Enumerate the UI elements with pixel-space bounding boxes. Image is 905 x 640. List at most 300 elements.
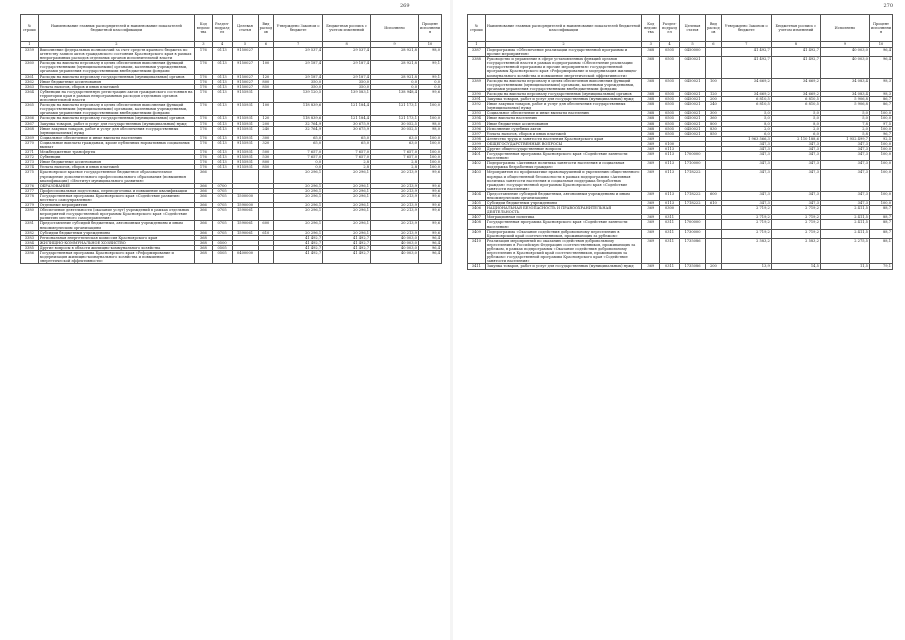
section-code: 0500	[212, 240, 232, 245]
executed-amount: 347,3	[820, 191, 869, 200]
table-row	[468, 220, 893, 229]
section-code: 0113	[212, 48, 232, 61]
row-name: Предоставление субсидий бюджетным, автономным учреждениям и иным некоммерческим организациям	[38, 221, 194, 230]
percent-executed: 99,1	[418, 74, 441, 79]
schedule-amount: 2 719,2	[771, 229, 820, 238]
target-item: 1590000	[232, 203, 258, 208]
section-code: 0705	[212, 203, 232, 208]
percent-executed: 96,4	[869, 48, 892, 57]
row-number: 3366	[21, 116, 39, 121]
percent-executed: 99,1	[418, 61, 441, 74]
executed-amount: 7,8	[820, 121, 869, 126]
table-row	[468, 238, 893, 264]
section-code: 0505	[660, 48, 680, 57]
row-name: Расходы на выплаты персоналу государственных (муниципальных) органов	[38, 116, 194, 121]
schedule-amount: 6,0	[771, 131, 820, 136]
approved-amount: 6,0	[721, 131, 771, 136]
executed-amount: 40 003,0	[371, 251, 419, 264]
expense-type	[706, 238, 722, 264]
schedule-amount: 41 492,7	[771, 57, 820, 78]
executed-amount: 40 003,0	[371, 245, 419, 250]
table-body	[468, 48, 893, 270]
expense-type	[706, 229, 722, 238]
schedule-amount: 347,3	[771, 170, 820, 191]
target-item: 1700000	[679, 220, 705, 229]
row-name: Расходы на выплаты персоналу в целях обеспечения выполнения функций государственными (муниципальными) органами, казенными учреждениями, органами управления государственными внебюджетными фондами	[38, 103, 194, 116]
schedule-amount: 347,3	[771, 152, 820, 161]
percent-executed: 79,1	[869, 264, 892, 269]
expense-type: 830	[706, 126, 722, 131]
budget-table	[20, 14, 442, 264]
row-name: Социальные выплаты гражданам, кроме публичных нормативных социальных выплат	[38, 140, 194, 149]
approved-amount: 32 764,9	[274, 121, 323, 126]
expense-type: 120	[258, 74, 274, 79]
approved-amount: 34 669,2	[721, 78, 771, 91]
dept-code: 369	[642, 215, 660, 220]
section-code: 0300	[660, 206, 680, 215]
column-number: 5	[679, 42, 705, 48]
approved-amount: 20 296,1	[274, 188, 323, 193]
approved-amount: 29 187,4	[274, 61, 323, 74]
dept-code: 366	[195, 230, 213, 235]
schedule-amount: 34 669,2	[771, 91, 820, 96]
percent-executed: 0,0	[418, 79, 441, 84]
percent-executed: 99,6	[418, 208, 441, 221]
percent-executed: 96,4	[418, 235, 441, 240]
header-budget-schedule: Бюджетная роспись с учетом изменений	[323, 15, 371, 42]
dept-code: 368	[195, 235, 213, 240]
section-code: 0113	[212, 150, 232, 155]
section-code: 0113	[660, 201, 680, 206]
section-code: 0113	[212, 89, 232, 102]
percent-executed: 100,0	[418, 103, 441, 116]
approved-amount: 65,0	[274, 140, 323, 149]
expense-type	[258, 170, 274, 183]
row-number: 3411	[468, 264, 486, 269]
header-percent: Процент исполнения	[418, 15, 441, 42]
executed-amount: 347,3	[820, 201, 869, 206]
approved-amount: 20 296,1	[274, 221, 323, 230]
row-number: 3362	[21, 79, 39, 84]
section-code: 0113	[212, 126, 232, 135]
percent-executed: 96,4	[869, 57, 892, 78]
approved-amount: 5,0	[721, 111, 771, 116]
percent-executed: 98,0	[418, 126, 441, 135]
row-number: 3395	[468, 121, 486, 126]
schedule-amount: 6 810,5	[771, 102, 820, 111]
table-row	[468, 102, 893, 111]
expense-type: 300	[258, 135, 274, 140]
section-code: 0705	[212, 230, 232, 235]
schedule-amount: 65,0	[323, 135, 371, 140]
expense-type: 240	[258, 126, 274, 135]
row-number: 3364	[21, 89, 39, 102]
expense-type: 360	[706, 116, 722, 121]
column-number: 4	[660, 42, 680, 48]
column-number: 10	[418, 42, 441, 48]
section-code: 0700	[212, 183, 232, 188]
target-item: 9155931	[232, 103, 258, 116]
target-item: 9150027	[232, 74, 258, 79]
schedule-amount: 20 296,1	[323, 208, 371, 221]
row-name: Субсидии бюджетным учреждениям	[485, 201, 642, 206]
percent-executed: 100,0	[869, 201, 892, 206]
approved-amount: 6 810,5	[721, 97, 771, 102]
percent-executed: 100,0	[418, 116, 441, 121]
executed-amount: 30 052,5	[371, 121, 419, 126]
row-name: Субсидии бюджетным учреждениям	[38, 230, 194, 235]
header-row-number: № строки	[468, 15, 486, 42]
executed-amount: 347,3	[820, 141, 869, 146]
schedule-amount: 30 675,9	[323, 121, 371, 126]
column-number: 8	[323, 42, 371, 48]
percent-executed: 96,4	[418, 245, 441, 250]
target-item: 9150027	[232, 79, 258, 84]
page-number: 270	[883, 3, 893, 9]
row-number: 3407	[468, 215, 486, 220]
approved-amount: 347,3	[721, 152, 771, 161]
schedule-amount: 347,3	[771, 201, 820, 206]
schedule-amount: 65,0	[323, 140, 371, 149]
row-name: Агентство труда и занятости населения Красноярского края	[485, 136, 642, 141]
target-item: 1718222	[679, 191, 705, 200]
row-number: 3392	[468, 102, 486, 111]
header-section: Раздел-подраздел	[660, 15, 680, 42]
schedule-amount: 350,0	[323, 79, 371, 84]
row-number: 3377	[21, 188, 39, 193]
page-right	[453, 0, 905, 640]
executed-amount: 40 003,0	[820, 48, 869, 57]
target-item	[679, 206, 705, 215]
executed-amount: 5 906,8	[820, 102, 869, 111]
section-code: 0505	[660, 131, 680, 136]
target-item: 9150027	[232, 61, 258, 74]
executed-amount: 40 003,0	[371, 240, 419, 245]
percent-executed: 100,0	[869, 146, 892, 151]
percent-executed: 97,5	[869, 121, 892, 126]
dept-code: 176	[195, 61, 213, 74]
schedule-amount: 20 296,1	[323, 170, 371, 183]
schedule-amount: 20 296,1	[323, 183, 371, 188]
dept-code: 176	[195, 135, 213, 140]
table-row	[468, 170, 893, 191]
dept-code: 368	[642, 126, 660, 131]
section-code: 0505	[660, 116, 680, 121]
executed-amount: 20 213,9	[371, 188, 419, 193]
executed-amount: 0,0	[371, 84, 419, 89]
dept-code: 176	[195, 103, 213, 116]
table-row	[468, 152, 893, 161]
expense-type	[258, 251, 274, 264]
approved-amount: 2 719,2	[721, 215, 771, 220]
approved-amount: 2 719,2	[721, 220, 771, 229]
row-name: ОБЩЕГОСУДАРСТВЕННЫЕ ВОПРОСЫ	[485, 141, 642, 146]
executed-amount: 2 411,5	[820, 215, 869, 220]
target-item: 0450021	[679, 131, 705, 136]
approved-amount: 347,3	[721, 141, 771, 146]
approved-amount: 20 296,1	[274, 208, 323, 221]
approved-amount: 34 669,2	[721, 91, 771, 96]
row-number: 3384	[21, 240, 39, 245]
approved-amount: 20 296,1	[274, 183, 323, 188]
executed-amount: 20 213,9	[371, 221, 419, 230]
dept-code: 176	[195, 74, 213, 79]
target-item: 0450021	[679, 111, 705, 116]
percent-executed: 100,0	[418, 140, 441, 149]
row-name: Расходы на выплаты персоналу государственных (муниципальных) органов	[38, 74, 194, 79]
schedule-amount: 41 492,7	[323, 240, 371, 245]
section-code: 0505	[660, 57, 680, 78]
row-name: Иные бюджетные ассигнования	[485, 121, 642, 126]
schedule-amount: 29 187,4	[323, 61, 371, 74]
expense-type	[258, 89, 274, 102]
table-row	[21, 170, 442, 183]
percent-executed: 98,0	[418, 121, 441, 126]
target-item: 0450021	[679, 97, 705, 102]
schedule-amount: 20 296,1	[323, 188, 371, 193]
percent-executed: 100,0	[869, 170, 892, 191]
executed-amount: 2 275,5	[820, 238, 869, 264]
target-item: 1500000	[232, 193, 258, 202]
section-code: 0505	[660, 91, 680, 96]
target-item: 9155931	[232, 165, 258, 170]
expense-type: 530	[258, 155, 274, 160]
section-code: 0100	[660, 141, 680, 146]
row-number: 3374	[21, 165, 39, 170]
dept-code: 366	[195, 203, 213, 208]
row-name: Иные бюджетные ассигнования	[38, 160, 194, 165]
dept-code: 366	[195, 183, 213, 188]
section-code: 0505	[660, 102, 680, 111]
executed-amount: 2,8	[371, 160, 419, 165]
target-item: 0450000	[679, 48, 705, 57]
row-number: 3371	[21, 150, 39, 155]
section-code: 0113	[212, 160, 232, 165]
row-name: Профессиональная подготовка, переподготовка и повышение квалификации	[38, 188, 194, 193]
percent-executed: 99,6	[418, 221, 441, 230]
header-row-number: № строки	[21, 15, 39, 42]
executed-amount: 20 213,9	[371, 203, 419, 208]
row-name: ОБРАЗОВАНИЕ	[38, 183, 194, 188]
row-number: 3389	[468, 78, 486, 91]
row-number: 3367	[21, 121, 39, 126]
row-number: 3405	[468, 201, 486, 206]
dept-code: 368	[642, 97, 660, 102]
section-code: 0113	[212, 165, 232, 170]
dept-code: 369	[642, 264, 660, 269]
row-number: 3406	[468, 206, 486, 215]
expense-type: 320	[258, 140, 274, 149]
dept-code: 369	[642, 170, 660, 191]
schedule-amount: 5,0	[771, 111, 820, 116]
header-name: Наименование главных распорядителей и наименование показателей бюджетной классификации	[485, 15, 642, 42]
executed-amount: 5,8	[820, 131, 869, 136]
percent-executed: 99,6	[418, 188, 441, 193]
dept-code: 366	[195, 221, 213, 230]
approved-amount: 7 657,0	[274, 150, 323, 155]
row-number: 3399	[468, 141, 486, 146]
dept-code: 368	[642, 111, 660, 116]
percent-executed: 100,0	[869, 126, 892, 131]
dept-code: 369	[642, 238, 660, 264]
dept-code: 366	[195, 193, 213, 202]
schedule-amount: 8,0	[771, 121, 820, 126]
executed-amount: 2 411,5	[820, 206, 869, 215]
dept-code: 369	[642, 229, 660, 238]
section-code: 0113	[212, 103, 232, 116]
approved-amount: 118 839,6	[274, 116, 323, 121]
row-name: Другие вопросы в области жилищно-коммунального хозяйства	[38, 245, 194, 250]
expense-type	[258, 48, 274, 61]
table-row	[21, 48, 442, 61]
dept-code: 368	[642, 78, 660, 91]
expense-type: 600	[258, 221, 274, 230]
schedule-amount: 34 669,2	[771, 78, 820, 91]
percent-executed: 100,0	[869, 116, 892, 121]
header-name: Наименование главных распорядителей и наименование показателей бюджетной классификации	[38, 15, 194, 42]
executed-amount: 347,3	[820, 152, 869, 161]
expense-type: 240	[706, 102, 722, 111]
executed-amount: 0,0	[371, 79, 419, 84]
schedule-amount: 29 187,4	[323, 74, 371, 79]
row-number: 3363	[21, 84, 39, 89]
executed-amount: 2 411,5	[820, 220, 869, 229]
column-number: 2	[485, 42, 642, 48]
percent-executed: 96,7	[869, 131, 892, 136]
target-item: 1735086	[679, 238, 705, 264]
approved-amount: 2,0	[721, 126, 771, 131]
percent-executed: 100,0	[869, 141, 892, 146]
expense-type	[706, 170, 722, 191]
row-name: Социальное обеспечение и иные выплаты населению	[38, 135, 194, 140]
column-number: 3	[642, 42, 660, 48]
approved-amount: 347,3	[721, 146, 771, 151]
dept-code: 368	[642, 48, 660, 57]
budget-table	[467, 14, 893, 270]
schedule-amount: 2 719,2	[771, 220, 820, 229]
section-code: 0113	[212, 74, 232, 79]
dept-code: 369	[642, 161, 660, 170]
row-number: 3375	[21, 170, 39, 183]
header-percent: Процент исполнения	[869, 15, 892, 42]
executed-amount: 40 003,0	[820, 57, 869, 78]
approved-amount: 20 296,1	[274, 170, 323, 183]
row-number: 3397	[468, 131, 486, 136]
table-row	[468, 264, 893, 269]
executed-amount: 2 411,5	[820, 229, 869, 238]
percent-executed: 86,7	[869, 102, 892, 111]
executed-amount: 28 921,8	[371, 61, 419, 74]
page-number: 269	[400, 3, 410, 9]
row-number: 3369	[21, 135, 39, 140]
executed-amount: 63,0	[371, 140, 419, 149]
target-item: 0450021	[679, 91, 705, 96]
schedule-amount: 6 810,5	[771, 97, 820, 102]
expense-type: 200	[706, 264, 722, 269]
executed-amount: 20 213,9	[371, 193, 419, 202]
target-item: 9155931	[232, 140, 258, 149]
row-name: Государственная программа Красноярского края «Содействие развитию местного самоуправления»	[38, 193, 194, 202]
schedule-amount: 2,8	[323, 165, 371, 170]
schedule-amount: 14,5	[771, 264, 820, 269]
approved-amount: 7 657,0	[274, 155, 323, 160]
approved-amount: 0,0	[274, 165, 323, 170]
approved-amount: 41 492,7	[274, 235, 323, 240]
percent-executed: 99,6	[418, 183, 441, 188]
section-code: 0705	[212, 208, 232, 221]
schedule-amount: 7 657,0	[323, 155, 371, 160]
approved-amount: 2 719,2	[721, 206, 771, 215]
percent-executed: 88,1	[869, 238, 892, 264]
section-code: 0705	[212, 221, 232, 230]
dept-code: 368	[195, 245, 213, 250]
row-name: Государственная программа Красноярского края «Реформирование и модернизация жилищно-коммунального хозяйства и повышение энергетической эффективности»	[38, 251, 194, 264]
expense-type: 300	[706, 111, 722, 116]
row-number: 3370	[21, 140, 39, 149]
percent-executed: 100,0	[418, 155, 441, 160]
row-name: Расходы на выплаты персоналу государственных (муниципальных) органов	[485, 91, 642, 96]
row-number: 3394	[468, 116, 486, 121]
section-code: 0311	[660, 264, 680, 269]
target-item: 1718222	[679, 201, 705, 206]
executed-amount: 63,0	[371, 135, 419, 140]
executed-amount: 5,0	[820, 116, 869, 121]
percent-executed: 88,7	[869, 229, 892, 238]
target-item: 0450021	[679, 102, 705, 111]
dept-code: 366	[195, 188, 213, 193]
approved-amount: 65,0	[274, 135, 323, 140]
section-code: 0505	[660, 111, 680, 116]
percent-executed: 100,0	[418, 165, 441, 170]
expense-type	[706, 152, 722, 161]
row-name: Руководство и управление в сфере установленных функций органов государственной власти в рамках подпрограммы «Обеспечение реализации государственной программы и прочие мероприятия» государственной программы Красноярского края «Реформирование и модернизация жилищно-коммунального хозяйства и повышение энергетической эффективности»	[485, 57, 642, 78]
row-number: 3376	[21, 183, 39, 188]
schedule-amount: 347,3	[771, 191, 820, 200]
header-approved: Утверждено Законом о бюджете	[721, 15, 771, 42]
column-number: 1	[468, 42, 486, 48]
header-executed: Исполнено	[371, 15, 419, 42]
approved-amount: 118 839,6	[274, 103, 323, 116]
table-row	[21, 89, 442, 102]
row-number: 3396	[468, 126, 486, 131]
row-number: 3401	[468, 152, 486, 161]
dept-code: 368	[195, 251, 213, 264]
section-code: 0113	[660, 152, 680, 161]
section-code: 0505	[660, 78, 680, 91]
row-name: Иные бюджетные ассигнования	[38, 79, 194, 84]
expense-type: 610	[706, 201, 722, 206]
schedule-amount: 41 492,7	[323, 245, 371, 250]
executed-amount: 2,8	[371, 165, 419, 170]
header-dept-code: Код ведомства	[195, 15, 213, 42]
dept-code: 176	[195, 121, 213, 126]
executed-amount: 28 921,8	[371, 74, 419, 79]
schedule-amount: 347,3	[771, 161, 820, 170]
dept-code: 176	[195, 84, 213, 89]
schedule-amount: 2 719,2	[771, 206, 820, 215]
row-number: 3378	[21, 193, 39, 202]
expense-type	[258, 193, 274, 202]
table-row	[21, 61, 442, 74]
expense-type: 850	[258, 165, 274, 170]
expense-type: 850	[258, 84, 274, 89]
header-executed: Исполнено	[820, 15, 869, 42]
percent-executed: 98,0	[418, 48, 441, 61]
table-row	[468, 48, 893, 57]
expense-type: 610	[258, 230, 274, 235]
executed-amount: 5 906,8	[820, 97, 869, 102]
dept-code: 176	[195, 48, 213, 61]
